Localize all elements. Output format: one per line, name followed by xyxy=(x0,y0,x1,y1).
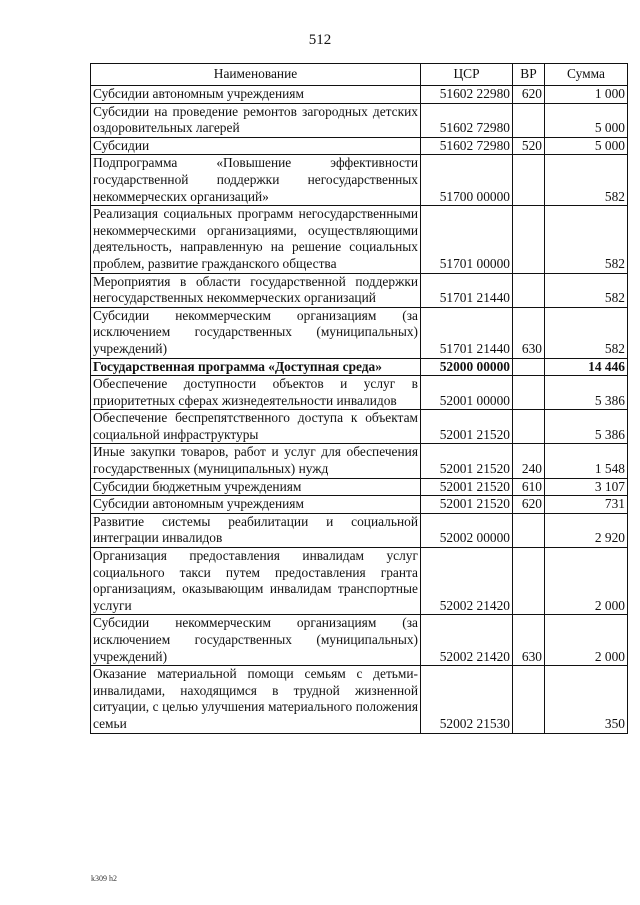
row-csr-cell: 52001 21520 xyxy=(421,444,513,478)
budget-table xyxy=(90,63,628,734)
table-body xyxy=(91,86,628,734)
row-csr-cell: 52001 21520 xyxy=(421,496,513,514)
row-name-cell: Развитие системы реабилитации и социальной интеграции инвалидов xyxy=(91,513,421,547)
table-row xyxy=(91,103,628,137)
row-vr-cell: 610 xyxy=(513,478,545,496)
row-sum-cell: 2 920 xyxy=(545,513,628,547)
table-row xyxy=(91,410,628,444)
row-csr-cell: 51701 21440 xyxy=(421,273,513,307)
table-row xyxy=(91,86,628,104)
table-row xyxy=(91,444,628,478)
row-vr-cell: 240 xyxy=(513,444,545,478)
header-sum: Сумма xyxy=(545,64,628,86)
row-vr-cell xyxy=(513,358,545,376)
table-row xyxy=(91,615,628,666)
row-name-cell: Субсидии некоммерческим организациям (за исключением государственных (муниципальных) учреждений) xyxy=(91,615,421,666)
row-name-cell: Субсидии автономным учреждениям xyxy=(91,86,421,104)
page-number: 512 xyxy=(308,32,332,48)
row-csr-cell: 51602 22980 xyxy=(421,86,513,104)
row-csr-cell: 52002 21530 xyxy=(421,666,513,733)
row-name-cell: Мероприятия в области государственной поддержки негосударственных некоммерческих организаций xyxy=(91,273,421,307)
row-sum-cell: 1 548 xyxy=(545,444,628,478)
row-csr-cell: 51700 00000 xyxy=(421,155,513,206)
row-sum-cell: 5 386 xyxy=(545,376,628,410)
footer-code: k309 h2 xyxy=(91,874,117,883)
row-csr-cell: 52001 21520 xyxy=(421,478,513,496)
row-sum-cell: 5 000 xyxy=(545,137,628,155)
row-vr-cell xyxy=(513,666,545,733)
row-name-cell: Субсидии бюджетным учреждениям xyxy=(91,478,421,496)
row-sum-cell: 582 xyxy=(545,273,628,307)
table-header-row xyxy=(91,64,628,86)
row-sum-cell: 1 000 xyxy=(545,86,628,104)
row-name-cell: Иные закупки товаров, работ и услуг для обеспечения государственных (муниципальных) нужд xyxy=(91,444,421,478)
row-csr-cell: 52002 21420 xyxy=(421,615,513,666)
row-sum-cell: 350 xyxy=(545,666,628,733)
row-name-cell: Субсидии xyxy=(91,137,421,155)
row-csr-cell: 52000 00000 xyxy=(421,358,513,376)
row-name-cell: Обеспечение беспрепятственного доступа к объектам социальной инфраструктуры xyxy=(91,410,421,444)
row-sum-cell: 582 xyxy=(545,155,628,206)
row-sum-cell: 731 xyxy=(545,496,628,514)
row-sum-cell: 3 107 xyxy=(545,478,628,496)
header-vr: ВР xyxy=(513,64,545,86)
table-row xyxy=(91,307,628,358)
row-csr-cell: 52001 00000 xyxy=(421,376,513,410)
row-name-cell: Обеспечение доступности объектов и услуг в приоритетных сферах жизнедеятельности инвалидов xyxy=(91,376,421,410)
row-csr-cell: 52002 21420 xyxy=(421,548,513,615)
row-name-cell: Государственная программа «Доступная среда» xyxy=(91,358,421,376)
row-sum-cell: 2 000 xyxy=(545,615,628,666)
row-csr-cell: 51602 72980 xyxy=(421,137,513,155)
row-vr-cell xyxy=(513,548,545,615)
table-row xyxy=(91,273,628,307)
row-sum-cell: 582 xyxy=(545,206,628,273)
table-row xyxy=(91,376,628,410)
row-name-cell: Подпрограмма «Повышение эффективности государственной поддержки негосударственных некоммерческих организаций» xyxy=(91,155,421,206)
row-vr-cell xyxy=(513,273,545,307)
row-vr-cell: 620 xyxy=(513,86,545,104)
row-vr-cell: 630 xyxy=(513,615,545,666)
table-row xyxy=(91,666,628,733)
row-csr-cell: 51701 21440 xyxy=(421,307,513,358)
row-name-cell: Реализация социальных программ негосударственными некоммерческими организациями, осуществляющими деятельность, направленную на решение социальных проблем, развитие гражданского общества xyxy=(91,206,421,273)
row-sum-cell: 5 000 xyxy=(545,103,628,137)
table-row xyxy=(91,513,628,547)
header-csr: ЦСР xyxy=(421,64,513,86)
row-vr-cell: 520 xyxy=(513,137,545,155)
table-row xyxy=(91,478,628,496)
row-name-cell: Субсидии на проведение ремонтов загородных детских оздоровительных лагерей xyxy=(91,103,421,137)
row-csr-cell: 51602 72980 xyxy=(421,103,513,137)
row-vr-cell: 630 xyxy=(513,307,545,358)
header-name: Наименование xyxy=(91,64,421,86)
row-name-cell: Оказание материальной помощи семьям с детьми-инвалидами, находящимся в трудной жизненной ситуации, с целью улучшения материального положения семьи xyxy=(91,666,421,733)
row-vr-cell xyxy=(513,513,545,547)
row-vr-cell xyxy=(513,155,545,206)
row-name-cell: Субсидии некоммерческим организациям (за исключением государственных (муниципальных) учреждений) xyxy=(91,307,421,358)
row-sum-cell: 582 xyxy=(545,307,628,358)
table-row xyxy=(91,155,628,206)
row-sum-cell: 2 000 xyxy=(545,548,628,615)
row-name-cell: Субсидии автономным учреждениям xyxy=(91,496,421,514)
row-sum-cell: 14 446 xyxy=(545,358,628,376)
table-row xyxy=(91,358,628,376)
row-name-cell: Организация предоставления инвалидам услуг социального такси путем предоставления гранта организациям, оказывающим инвалидам транспортные услуги xyxy=(91,548,421,615)
row-vr-cell xyxy=(513,103,545,137)
table-row xyxy=(91,548,628,615)
table-row xyxy=(91,206,628,273)
table-row xyxy=(91,496,628,514)
row-sum-cell: 5 386 xyxy=(545,410,628,444)
row-csr-cell: 52002 00000 xyxy=(421,513,513,547)
row-vr-cell xyxy=(513,410,545,444)
table-row xyxy=(91,137,628,155)
row-csr-cell: 52001 21520 xyxy=(421,410,513,444)
row-csr-cell: 51701 00000 xyxy=(421,206,513,273)
row-vr-cell xyxy=(513,206,545,273)
row-vr-cell: 620 xyxy=(513,496,545,514)
row-vr-cell xyxy=(513,376,545,410)
